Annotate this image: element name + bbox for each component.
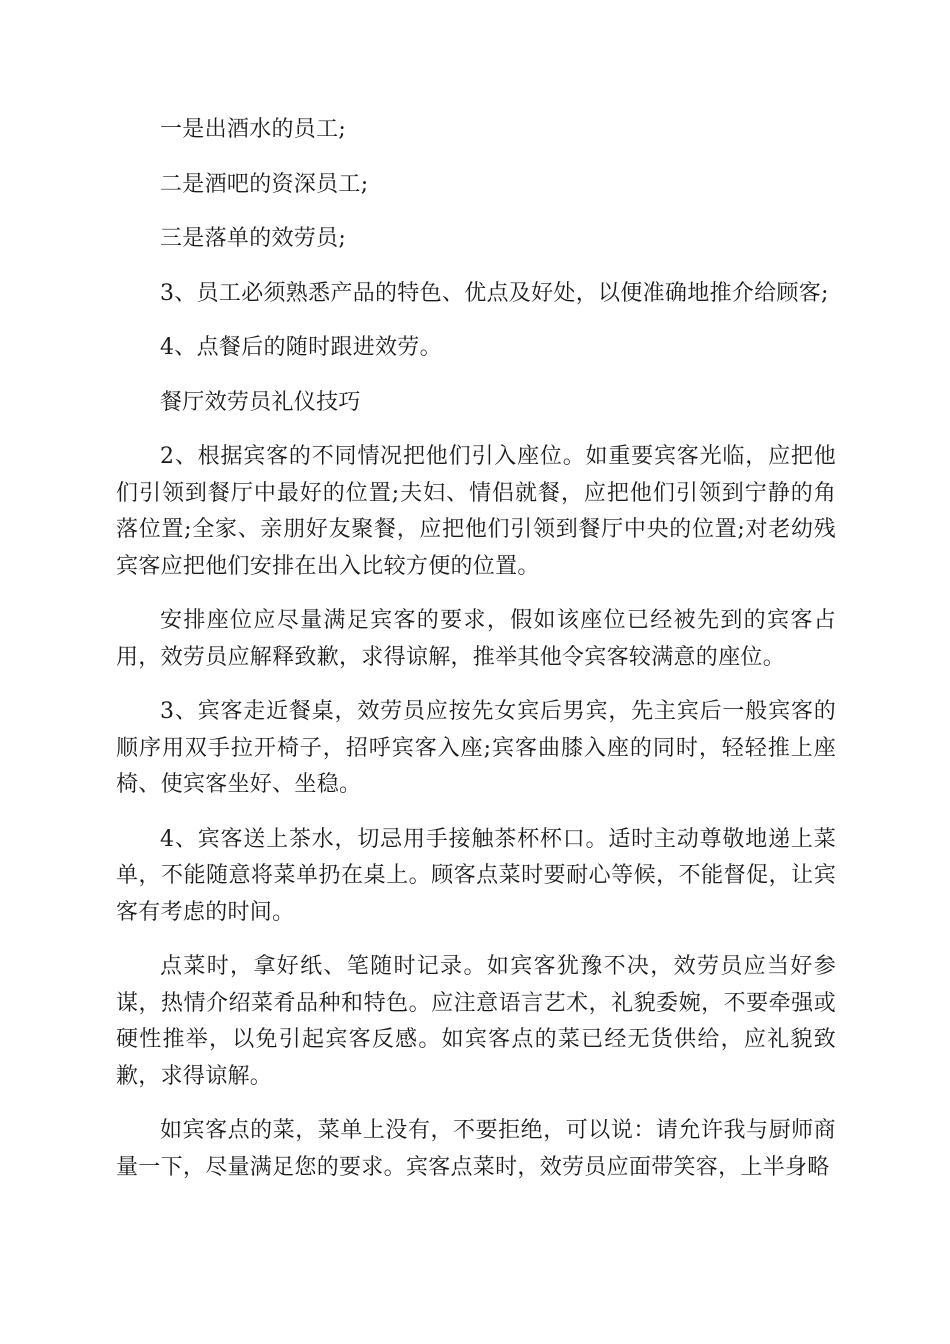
document-page bbox=[116, 112, 836, 1204]
paragraph-9: 3、宾客走近餐桌，效劳员应按先女宾后男宾，先主宾后一般宾客的顺序用双手拉开椅子，招呼宾客入座;宾客曲膝入座的同时，轻轻推上座椅、使宾客坐好、坐稳。 bbox=[116, 699, 836, 797]
paragraph-7: 2、根据宾客的不同情况把他们引入座位。如重要宾客光临，应把他们引领到餐厅中最好的位置;夫妇、情侣就餐，应把他们引领到宁静的角落位置;全家、亲朋好友聚餐，应把他们引领到餐厅中央的位置;对老幼残宾客应把他们安排在出入比较方便的位置。 bbox=[116, 444, 836, 579]
paragraph-8: 安排座位应尽量满足宾客的要求，假如该座位已经被先到的宾客占用，效劳员应解释致歉，求得谅解，推举其他令宾客较满意的座位。 bbox=[116, 608, 836, 670]
paragraph-10: 4、宾客送上茶水，切忌用手接触茶杯杯口。适时主动尊敬地递上菜单，不能随意将菜单扔在桌上。顾客点菜时要耐心等候，不能督促，让宾客有考虑的时间。 bbox=[116, 826, 836, 925]
section-heading: 餐厅效劳员礼仪技巧 bbox=[160, 389, 361, 415]
paragraph-5: 4、点餐后的随时跟进效劳。 bbox=[160, 335, 442, 360]
paragraph-3: 三是落单的效劳员; bbox=[160, 226, 347, 251]
paragraph-4: 3、员工必须熟悉产品的特色、优点及好处，以便准确地推介给顾客; bbox=[160, 280, 829, 306]
paragraph-11: 点菜时，拿好纸、笔随时记录。如宾客犹豫不决，效劳员应当好参谋，热情介绍菜肴品种和特色。应注意语言艺术，礼貌委婉，不要牵强或硬性推举，以免引起宾客反感。如宾客点的菜已经无货供给，应礼貌致歉，求得谅解。 bbox=[116, 954, 836, 1089]
paragraph-2: 二是酒吧的资深员工; bbox=[160, 171, 369, 197]
paragraph-12: 如宾客点的菜，菜单上没有，不要拒绝，可以说：请允许我与厨师商量一下，尽量满足您的要求。宾客点菜时，效劳员应面带笑容，上半身略 bbox=[116, 1118, 836, 1180]
paragraph-1: 一是出酒水的员工; bbox=[160, 117, 347, 142]
